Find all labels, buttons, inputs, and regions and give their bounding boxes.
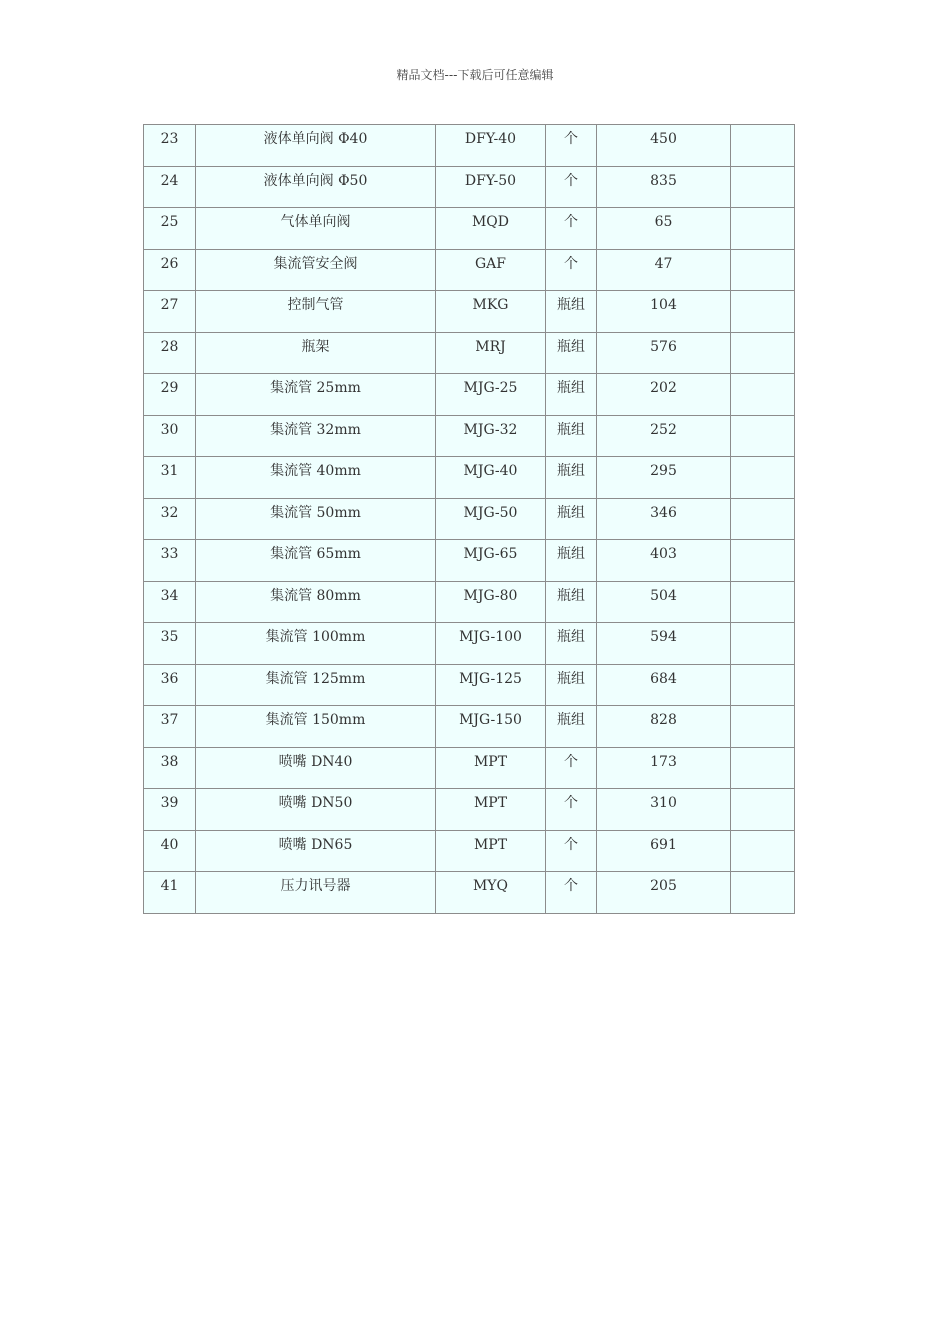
cell-index [144, 872, 196, 914]
cell-unit [546, 789, 597, 831]
cell-model [436, 623, 546, 665]
table-row [144, 789, 795, 831]
cell-index-text: 40 [160, 836, 179, 853]
cell-name [196, 747, 436, 789]
cell-note [731, 125, 795, 167]
cell-model-text: DFY-40 [464, 131, 517, 147]
cell-model [436, 872, 546, 914]
cell-note-text [731, 333, 794, 340]
cell-price [597, 540, 731, 582]
cell-note [731, 540, 795, 582]
cell-model-text: MPT [473, 795, 508, 811]
cell-note-text [731, 167, 794, 174]
cell-name [196, 872, 436, 914]
cell-note [731, 291, 795, 333]
cell-unit-text: 个 [564, 753, 578, 770]
cell-unit [546, 581, 597, 623]
cell-name [196, 623, 436, 665]
cell-price-text: 576 [650, 338, 677, 355]
cell-unit [546, 498, 597, 540]
cell-name [196, 291, 436, 333]
cell-index [144, 249, 196, 291]
table-row [144, 540, 795, 582]
cell-model-text: MPT [473, 836, 508, 853]
cell-price-text: 295 [650, 463, 677, 479]
cell-note [731, 747, 795, 789]
cell-model-text: MJG-25 [463, 380, 518, 396]
cell-price-text: 205 [650, 878, 677, 894]
cell-model [436, 540, 546, 582]
cell-note-text [731, 499, 794, 506]
cell-unit-text: 瓶组 [557, 338, 585, 355]
table-row [144, 664, 795, 706]
cell-price-text: 594 [650, 629, 677, 645]
cell-note [731, 457, 795, 499]
cell-note [731, 374, 795, 416]
cell-index-text: 25 [160, 214, 179, 230]
cell-name-text: 喷嘴 DN50 [278, 795, 353, 811]
cell-model-text: MYQ [472, 878, 509, 894]
cell-note-text [731, 582, 794, 589]
cell-index-text: 34 [160, 587, 179, 604]
cell-name [196, 125, 436, 167]
cell-model-text: MJG-150 [459, 712, 522, 728]
cell-unit-text: 瓶组 [557, 629, 585, 645]
cell-index-text: 23 [160, 131, 179, 147]
cell-unit-text: 个 [564, 836, 578, 853]
cell-name-text: 气体单向阀 [280, 214, 351, 230]
cell-price-text: 65 [654, 214, 673, 230]
cell-price-text: 835 [650, 172, 677, 189]
cell-unit-text: 瓶组 [557, 546, 585, 562]
cell-name [196, 374, 436, 416]
cell-note-text [731, 416, 794, 423]
cell-price-text: 173 [650, 753, 677, 770]
cell-unit-text: 个 [564, 214, 578, 230]
table-row [144, 498, 795, 540]
cell-note [731, 332, 795, 374]
cell-note [731, 415, 795, 457]
cell-index-text: 37 [160, 712, 179, 728]
table-row [144, 623, 795, 665]
cell-unit [546, 249, 597, 291]
cell-name-text: 集流管 25mm [270, 380, 361, 396]
cell-model [436, 166, 546, 208]
cell-note-text [731, 540, 794, 547]
cell-name-text: 控制气管 [287, 297, 344, 313]
cell-unit [546, 664, 597, 706]
cell-unit [546, 208, 597, 250]
cell-note [731, 664, 795, 706]
table-row [144, 374, 795, 416]
cell-name [196, 706, 436, 748]
cell-note-text [731, 706, 794, 713]
cell-name-text: 液体单向阀 Φ50 [263, 172, 368, 189]
table-row [144, 291, 795, 333]
cell-model [436, 789, 546, 831]
table-row [144, 872, 795, 914]
cell-model-text: MKG [472, 297, 509, 313]
cell-note-text [731, 208, 794, 215]
cell-model-text: DFY-50 [464, 172, 517, 189]
cell-model [436, 208, 546, 250]
cell-note-text [731, 457, 794, 464]
cell-model [436, 581, 546, 623]
cell-index-text: 38 [160, 753, 179, 770]
cell-price-text: 346 [650, 504, 677, 521]
price-table [143, 124, 795, 914]
cell-name [196, 415, 436, 457]
cell-name [196, 789, 436, 831]
cell-price [597, 706, 731, 748]
cell-price [597, 332, 731, 374]
cell-model-text: MJG-100 [459, 629, 522, 645]
cell-note-text [731, 872, 794, 879]
cell-note-text [731, 623, 794, 630]
cell-name-text: 液体单向阀 Φ40 [263, 131, 368, 147]
cell-model-text: MPT [473, 753, 508, 770]
table-row [144, 581, 795, 623]
cell-price-text: 47 [654, 255, 673, 272]
table-row [144, 249, 795, 291]
cell-unit-text: 个 [564, 255, 578, 272]
cell-model-text: MJG-40 [463, 463, 518, 479]
cell-index-text: 27 [160, 297, 179, 313]
table-row [144, 208, 795, 250]
cell-unit-text: 瓶组 [557, 463, 585, 479]
cell-unit [546, 706, 597, 748]
table-row [144, 706, 795, 748]
cell-index-text: 36 [160, 670, 179, 687]
cell-unit [546, 540, 597, 582]
cell-name-text: 喷嘴 DN65 [278, 836, 353, 853]
cell-note-text [731, 374, 794, 381]
cell-name-text: 集流管 50mm [270, 504, 361, 521]
cell-price-text: 202 [650, 380, 677, 396]
cell-model [436, 498, 546, 540]
cell-index [144, 415, 196, 457]
cell-name [196, 166, 436, 208]
cell-price [597, 125, 731, 167]
cell-price [597, 249, 731, 291]
cell-name-text: 集流管 40mm [270, 463, 361, 479]
cell-model [436, 457, 546, 499]
cell-price [597, 789, 731, 831]
cell-note [731, 166, 795, 208]
cell-model-text: MJG-125 [459, 670, 522, 687]
cell-price-text: 684 [650, 670, 677, 687]
cell-unit [546, 830, 597, 872]
cell-name [196, 830, 436, 872]
cell-index-text: 39 [160, 795, 179, 811]
cell-name [196, 457, 436, 499]
cell-model [436, 374, 546, 416]
cell-price [597, 498, 731, 540]
cell-model-text: MRJ [475, 338, 506, 355]
cell-unit-text: 个 [564, 795, 578, 811]
cell-unit [546, 623, 597, 665]
cell-index [144, 208, 196, 250]
cell-name-text: 集流管安全阀 [273, 255, 358, 272]
cell-price-text: 828 [650, 712, 677, 728]
cell-price [597, 457, 731, 499]
cell-price [597, 374, 731, 416]
cell-note [731, 581, 795, 623]
table-row [144, 457, 795, 499]
cell-price [597, 208, 731, 250]
cell-index [144, 581, 196, 623]
cell-model [436, 249, 546, 291]
cell-model-text: MJG-80 [463, 587, 518, 604]
cell-name [196, 498, 436, 540]
cell-note [731, 498, 795, 540]
cell-note [731, 830, 795, 872]
cell-index [144, 498, 196, 540]
cell-price-text: 252 [650, 421, 677, 438]
cell-unit [546, 747, 597, 789]
cell-name-text: 集流管 32mm [270, 421, 361, 438]
cell-price-text: 104 [650, 297, 677, 313]
cell-index-text: 41 [160, 878, 179, 894]
cell-index-text: 30 [160, 421, 179, 438]
cell-price [597, 166, 731, 208]
cell-unit-text: 瓶组 [557, 670, 585, 687]
cell-unit-text: 瓶组 [557, 421, 585, 438]
cell-note-text [731, 748, 794, 755]
cell-index [144, 623, 196, 665]
cell-unit-text: 个 [564, 172, 578, 189]
cell-name-text: 集流管 100mm [265, 629, 366, 645]
cell-model [436, 415, 546, 457]
cell-note [731, 872, 795, 914]
cell-index-text: 26 [160, 255, 179, 272]
table-row [144, 125, 795, 167]
cell-index [144, 457, 196, 499]
cell-index [144, 291, 196, 333]
cell-index [144, 830, 196, 872]
cell-price-text: 450 [650, 131, 677, 147]
cell-unit [546, 374, 597, 416]
cell-model [436, 706, 546, 748]
cell-name [196, 249, 436, 291]
cell-name [196, 581, 436, 623]
cell-model-text: MJG-65 [463, 546, 518, 562]
cell-note-text [731, 789, 794, 796]
cell-price [597, 581, 731, 623]
cell-unit-text: 瓶组 [557, 380, 585, 396]
cell-note [731, 208, 795, 250]
cell-index-text: 35 [160, 629, 179, 645]
cell-name-text: 集流管 65mm [270, 546, 361, 562]
table-row [144, 166, 795, 208]
cell-unit [546, 415, 597, 457]
cell-name-text: 集流管 80mm [270, 587, 361, 604]
cell-price [597, 830, 731, 872]
cell-unit-text: 瓶组 [557, 587, 585, 604]
cell-name-text: 喷嘴 DN40 [278, 753, 353, 770]
cell-index [144, 706, 196, 748]
cell-unit [546, 332, 597, 374]
cell-unit [546, 166, 597, 208]
cell-price [597, 415, 731, 457]
cell-note-text [731, 831, 794, 838]
cell-name-text: 瓶架 [301, 338, 330, 355]
cell-index [144, 166, 196, 208]
cell-price [597, 291, 731, 333]
cell-model [436, 830, 546, 872]
cell-unit-text: 个 [564, 878, 578, 894]
cell-index [144, 664, 196, 706]
cell-index [144, 789, 196, 831]
cell-note-text [731, 250, 794, 257]
cell-name-text: 压力讯号器 [280, 878, 351, 894]
cell-model-text: MQD [471, 214, 510, 230]
table-body [144, 125, 795, 914]
cell-unit [546, 872, 597, 914]
cell-price [597, 747, 731, 789]
cell-index [144, 332, 196, 374]
cell-name [196, 540, 436, 582]
cell-price-text: 310 [650, 795, 677, 811]
cell-unit-text: 瓶组 [557, 504, 585, 521]
cell-index-text: 33 [160, 546, 179, 562]
cell-name-text: 集流管 150mm [265, 712, 366, 728]
table-row [144, 747, 795, 789]
cell-note [731, 706, 795, 748]
table-row [144, 830, 795, 872]
cell-model-text: MJG-32 [463, 421, 518, 438]
cell-price [597, 664, 731, 706]
cell-name-text: 集流管 125mm [265, 670, 366, 687]
cell-unit-text: 瓶组 [557, 712, 585, 728]
cell-price-text: 403 [650, 546, 677, 562]
cell-model [436, 747, 546, 789]
cell-unit-text: 个 [564, 131, 578, 147]
cell-model-text: GAF [474, 255, 506, 272]
cell-index-text: 28 [160, 338, 179, 355]
cell-unit [546, 291, 597, 333]
cell-index-text: 32 [160, 504, 179, 521]
cell-model [436, 332, 546, 374]
page-header: 精品文档---下载后可任意编辑 [396, 68, 554, 82]
cell-index [144, 125, 196, 167]
cell-unit-text: 瓶组 [557, 297, 585, 313]
cell-price [597, 872, 731, 914]
cell-model [436, 291, 546, 333]
cell-model [436, 125, 546, 167]
cell-name [196, 208, 436, 250]
cell-note [731, 249, 795, 291]
table-row [144, 332, 795, 374]
table-row [144, 415, 795, 457]
cell-index-text: 24 [160, 172, 179, 189]
cell-unit [546, 125, 597, 167]
cell-index [144, 540, 196, 582]
cell-index [144, 747, 196, 789]
cell-name [196, 332, 436, 374]
cell-note-text [731, 125, 794, 132]
cell-model [436, 664, 546, 706]
cell-index-text: 31 [160, 463, 179, 479]
cell-index-text: 29 [160, 380, 179, 396]
cell-model-text: MJG-50 [463, 504, 518, 521]
cell-unit [546, 457, 597, 499]
cell-note-text [731, 665, 794, 672]
cell-price [597, 623, 731, 665]
cell-note [731, 789, 795, 831]
cell-note [731, 623, 795, 665]
cell-name [196, 664, 436, 706]
cell-price-text: 691 [650, 836, 677, 853]
cell-price-text: 504 [650, 587, 677, 604]
cell-note-text [731, 291, 794, 298]
cell-index [144, 374, 196, 416]
